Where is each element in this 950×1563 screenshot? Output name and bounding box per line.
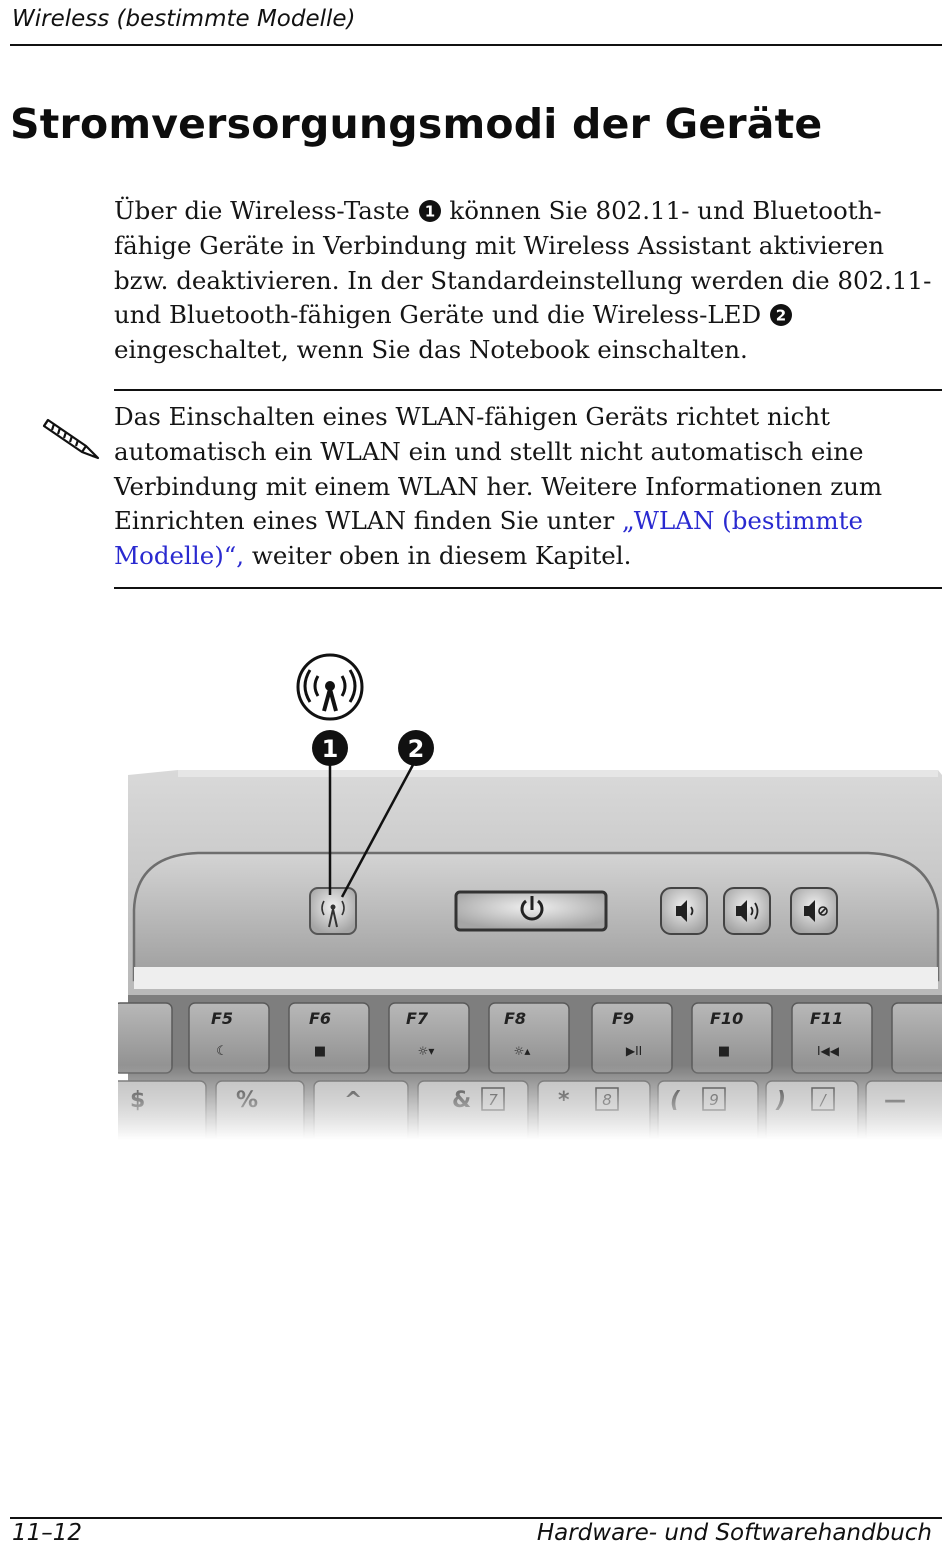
- note-line: Einrichten eines WLAN finden Sie unter „WLAN (bestimmte: [114, 506, 863, 536]
- paragraph-line: fähige Geräte in Verbindung mit Wireless Assistant aktivieren: [114, 230, 885, 260]
- svg-text:2: 2: [407, 735, 425, 763]
- svg-text:☼▴: ☼▴: [513, 1044, 531, 1058]
- svg-text:F8: F8: [504, 1009, 527, 1028]
- wlan-chapter-link[interactable]: „WLAN (bestimmte: [621, 506, 863, 536]
- f5-key[interactable]: [189, 1003, 269, 1073]
- intro-paragraph: [114, 194, 942, 368]
- mute-button[interactable]: [791, 888, 837, 934]
- note-rule-bottom: [114, 587, 942, 589]
- page-number: 11–12: [12, 1520, 83, 1546]
- svg-text:F6: F6: [309, 1009, 332, 1028]
- f9-key[interactable]: [592, 1003, 672, 1073]
- svg-text:F10: F10: [710, 1009, 744, 1028]
- note-line: Verbindung mit einem WLAN her. Weitere Informationen zum: [114, 471, 883, 501]
- paragraph-line: und Bluetooth-fähigen Geräte und die Wireless-LED 2: [114, 298, 942, 333]
- paragraph-line: Über die Wireless-Taste 1 können Sie 802.11- und Bluetooth-: [114, 196, 882, 225]
- svg-text:F9: F9: [612, 1009, 635, 1028]
- svg-text:1: 1: [424, 202, 435, 220]
- callout-1-icon: [418, 199, 442, 223]
- f8-key[interactable]: [489, 1003, 569, 1073]
- wireless-symbol-icon: [298, 655, 362, 719]
- svg-text:▶II: ▶II: [625, 1044, 643, 1058]
- note-line: Modelle)“, weiter oben in diesem Kapitel.: [114, 541, 632, 571]
- pencil-note-icon: [42, 410, 106, 460]
- svg-text:2: 2: [775, 306, 787, 325]
- running-header: Wireless (bestimmte Modelle): [12, 6, 356, 32]
- svg-text:■: ■: [717, 1044, 731, 1059]
- volume-down-button[interactable]: [661, 888, 707, 934]
- svg-text:☾: ☾: [216, 1044, 228, 1059]
- note-rule-top: [114, 389, 942, 391]
- wireless-button[interactable]: [310, 888, 356, 934]
- svg-text:F7: F7: [406, 1009, 429, 1028]
- paragraph-line: bzw. deaktivieren. In der Standardeinstellung werden die 802.11-: [114, 265, 932, 295]
- volume-up-button[interactable]: [724, 888, 770, 934]
- function-key-row: [189, 1003, 942, 1073]
- f6-key[interactable]: [289, 1003, 369, 1073]
- wlan-chapter-link-continued[interactable]: Modelle)“,: [114, 541, 245, 571]
- svg-text:F11: F11: [810, 1009, 844, 1028]
- svg-text:F5: F5: [211, 1009, 234, 1028]
- svg-text:☼▾: ☼▾: [417, 1044, 435, 1058]
- svg-text:1: 1: [321, 735, 339, 763]
- footer-rule: [10, 1517, 942, 1519]
- keyboard-illustration: [118, 645, 942, 1140]
- f10-key[interactable]: [692, 1003, 772, 1073]
- page-title: Stromversorgungsmodi der Geräte: [10, 100, 823, 148]
- note-line: automatisch ein WLAN ein und stellt nicht automatisch eine: [114, 436, 864, 466]
- f7-key[interactable]: [389, 1003, 469, 1073]
- svg-text:I◀◀: I◀◀: [817, 1044, 839, 1058]
- note-line: Das Einschalten eines WLAN-fähigen Geräts richtet nicht: [114, 402, 830, 431]
- note-text: [114, 400, 942, 574]
- power-button[interactable]: [456, 892, 606, 930]
- callout-2-icon: [769, 303, 793, 327]
- paragraph-line: eingeschaltet, wenn Sie das Notebook einschalten.: [114, 335, 748, 365]
- f11-key[interactable]: [792, 1003, 872, 1073]
- svg-text:■: ■: [313, 1044, 327, 1059]
- header-rule: [10, 44, 942, 46]
- callout-2-marker: [398, 730, 434, 766]
- callout-1-marker: [312, 730, 348, 766]
- book-title: Hardware- und Softwarehandbuch: [536, 1520, 932, 1546]
